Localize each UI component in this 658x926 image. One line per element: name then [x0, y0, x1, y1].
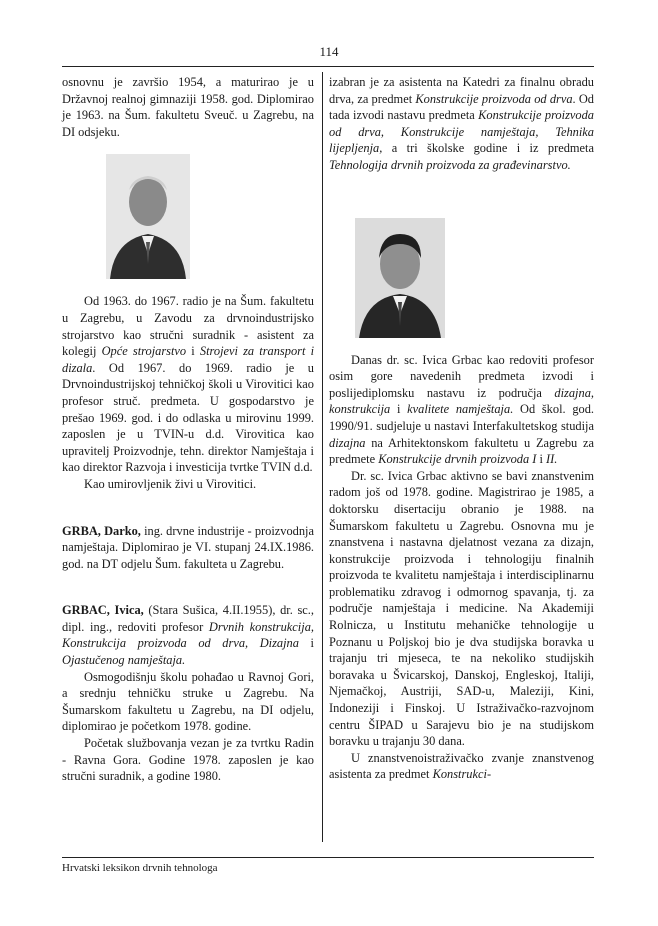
course-name: Konstrukcije proizvoda od drva — [415, 91, 573, 106]
entry-heading: GRBAC, Ivica, — [62, 603, 144, 618]
text-run: U znanstvenoistraživačko zvanje znanstvenog asistenta za predmet — [329, 750, 594, 782]
entry-text: i — [298, 636, 314, 651]
paragraph: osnovnu je završio 1954, a maturirao je u Državnoj realnoj gimnaziji 1958. god. Diplomirao je 1963. na Šum. fakultetu Sveuč. u Zagrebu, na DI odsjeku. — [62, 75, 314, 139]
column-divider — [322, 72, 323, 842]
running-footer: Hrvatski leksikon drvnih tehnologa — [62, 862, 218, 874]
portrait-image-1 — [106, 154, 190, 279]
paragraph: Početak službovanja vezan je za tvrtku Radin - Ravna Gora. Godine 1978. zaposlen je kao stručni suradnik, a godine 1980. — [62, 736, 314, 784]
course-name: Drvnih konstrukcija, Konstrukcija proizvoda od drva, Dizajna — [62, 619, 314, 651]
course-name: Strojevi za transport i dizala — [62, 344, 315, 375]
course-name: II. — [546, 452, 558, 467]
course-name: Konstrukcije drvnih proizvoda I — [378, 452, 537, 467]
text-run: Danas dr. sc. Ivica Grbac kao redoviti profesor osim gore navedenih predmeta izvodi i poslijediplomsku nastavu iz područja — [329, 352, 594, 400]
paragraph — [329, 352, 594, 468]
subject-name: dizajna, konstrukcija — [329, 385, 594, 417]
paragraph: Osmogodišnju školu pohađao u Ravnoj Gori, a srednju tehničku struke u Zagrebu. Na Šumarskom fakultetu u Zagrebu, na DI odjelu, diplomirao je početkom 1978. godine. — [62, 669, 314, 734]
footer-rule — [62, 857, 594, 858]
paragraph — [329, 74, 594, 174]
right-column — [329, 74, 594, 783]
text-run: . Od tada izvodi nastavu predmeta — [329, 91, 594, 123]
entry-text: ing. drvne industrije - proizvodnja namještaja. Diplomirao je VI. stupanj 24.IX.1986. god. na DT odjelu Šum. fakulteta u Zagrebu. — [62, 523, 315, 571]
left-column — [62, 74, 314, 785]
entry-grbac — [62, 602, 314, 668]
subject-name: dizajna — [329, 435, 366, 450]
entry-heading: GRBA, Darko, — [62, 523, 141, 538]
text-run: na Arhitektonskom fakultetu u Zagrebu za predmete — [329, 435, 594, 467]
header-rule — [62, 66, 594, 67]
text-run: i — [186, 344, 200, 359]
page-number: 114 — [319, 44, 339, 59]
course-name: Tehnologija drvnih proizvoda za građevinarstvo. — [329, 157, 571, 172]
course-name: Opće strojarstvo — [101, 344, 187, 359]
portrait-image-2 — [355, 218, 445, 338]
text-run: i — [536, 452, 547, 467]
paragraph — [62, 293, 314, 476]
portrait-photo-1 — [106, 154, 190, 279]
paragraph: Kao umirovljenik živi u Virovitici. — [84, 476, 257, 491]
entry-grba — [62, 523, 314, 573]
paragraph — [329, 750, 594, 783]
text-run: Od škol. god. 1990/91. sudjeluje u nastavi Interfakultetskog studija — [329, 402, 595, 433]
text-run: i — [390, 402, 408, 417]
entry-text: (Stara Sušica, 4.II.1955), dr. sc., dipl. ing., redoviti profesor — [62, 603, 314, 634]
text-run: a tri školske godine i iz predmeta — [382, 141, 594, 156]
course-name: Ojastučenog namještaja. — [62, 653, 186, 668]
portrait-photo-2 — [355, 218, 445, 338]
text-run: Od 1963. do 1967. radio je na Šum. fakultetu u Zagrebu, u Zavodu za drvnoindustrijsko strojarstvo kao stručni suradnik - asistent za kolegij — [62, 294, 314, 359]
course-name: Konstrukcije proizvoda od drva, Konstrukcije namještaja, Tehnika lijepljenja, — [329, 108, 594, 156]
text-run: izabran je za asistenta na Katedri za finalnu obradu drva, za predmet — [329, 75, 594, 106]
course-name: Konstrukci- — [432, 767, 492, 782]
text-run: . Od 1967. do 1969. radio je u Drvnoindustrijskoj tehničkoj školi u Virovitici kao profesor struč. predmeta. U gospodarstvo je prešao 1969. god. i do odlaska u mirovinu 1999. zaposlen je u TVIN-u d.d. Virovitica kao upravitelj Proizvodnje, tehn. direktor Namještaja i kao direktor Razvoja i investicija tvrtke TVIN d.d. — [62, 360, 314, 475]
subject-name: kvalitete namještaja. — [407, 402, 514, 417]
paragraph: Dr. sc. Ivica Grbac aktivno se bavi znanstvenim radom još od 1978. godine. Magistrirao je 1985, a doktorsku disertaciju obranio je 1988. na Šumarskom fakultetu u Zagrebu. Osnovna mu je znanstvena i nastavna djelatnost vezana za dizajn, konstrukcije proizvoda i tehnologiju finalnih proizvoda te kvalitetu namještaja i interdisciplinarnu problematiku zdravog i odmornog spavanja, tj. za područje namještaja i medicine. Na Akademiji Rolnicza, u Institutu mehaničke tehnologije u Poznanu u Poljskoj bio je dva studijska boravka u trajanju tri mjeseca, te na nekoliko studijskih boravaka u Švicarskoj, Danskoj, Engleskoj, Italiji, Njemačkoj, Austriji, SAD-u, Maleziji, Kini, Indoneziji i Finskoj. U Istraživačko-razvojnom centru ŠIPAD u Sarajevu bio je na studijskom boravku u trajanju 30 dana. — [329, 468, 594, 749]
